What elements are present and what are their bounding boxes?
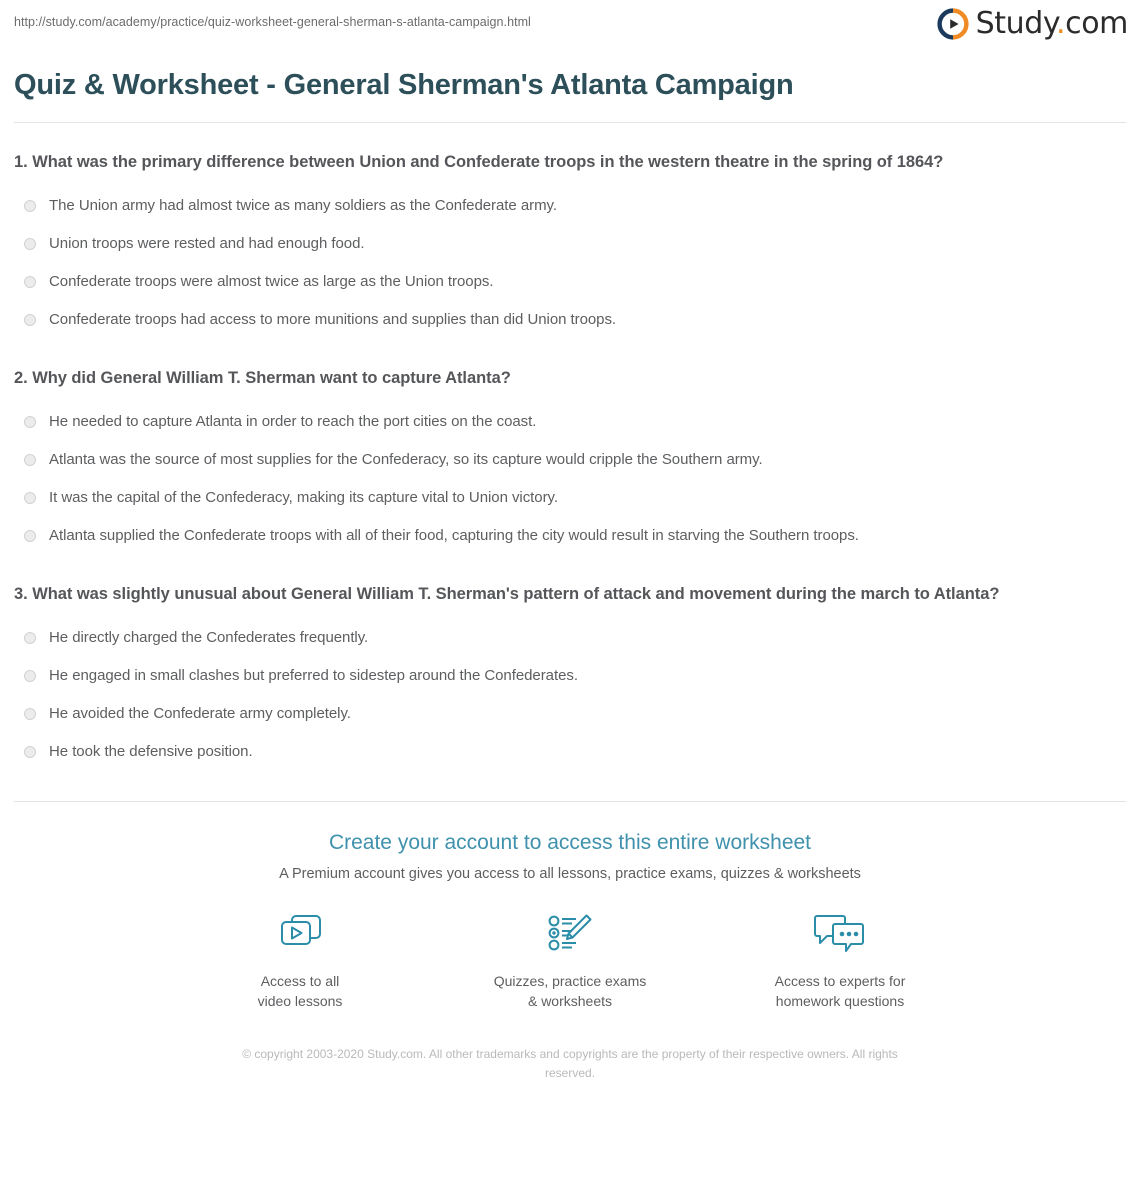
option-label: Atlanta supplied the Confederate troops with all of their food, capturing the city would result in starving the Southern troops.: [49, 527, 859, 544]
radio-button-icon[interactable]: [24, 530, 36, 542]
option-row[interactable]: [14, 619, 1126, 657]
feature-label-line1: Access to experts for: [774, 973, 906, 989]
page-url: http://study.com/academy/practice/quiz-worksheet-general-sherman-s-atlanta-campaign.html: [14, 15, 531, 29]
video-lessons-icon: [215, 906, 385, 962]
option-label: Confederate troops were almost twice as large as the Union troops.: [49, 273, 494, 290]
radio-button-icon[interactable]: [24, 454, 36, 466]
logo-text-study: Study: [975, 6, 1056, 41]
option-row[interactable]: [14, 695, 1126, 733]
options-group: [14, 619, 1126, 771]
option-row[interactable]: [14, 733, 1126, 771]
logo-text-com: com: [1065, 6, 1128, 41]
option-label: He needed to capture Atlanta in order to reach the port cities on the coast.: [49, 413, 537, 430]
options-group: [14, 187, 1126, 339]
logo-text-dot: .: [1055, 6, 1066, 41]
option-label: Union troops were rested and had enough food.: [49, 235, 365, 252]
option-label: It was the capital of the Confederacy, making its capture vital to Union victory.: [49, 489, 558, 506]
question-text: 2. Why did General William T. Sherman want to capture Atlanta?: [14, 369, 511, 387]
option-row[interactable]: [14, 187, 1126, 225]
chat-bubbles-icon: [755, 906, 925, 962]
radio-button-icon[interactable]: [24, 276, 36, 288]
cta-section: [0, 802, 1140, 1011]
questions-list: [0, 149, 1140, 771]
question-block: [14, 365, 1126, 555]
page-title: Quiz & Worksheet - General Sherman's Atlanta Campaign: [14, 69, 794, 101]
option-row[interactable]: [14, 479, 1126, 517]
feature-label-line1: Access to all: [260, 973, 340, 989]
radio-button-icon[interactable]: [24, 416, 36, 428]
option-label: The Union army had almost twice as many soldiers as the Confederate army.: [49, 197, 557, 214]
feature-label-line2: homework questions: [775, 993, 905, 1009]
feature-list: [0, 906, 1140, 1011]
option-label: He engaged in small clashes but preferred to sidestep around the Confederates.: [49, 667, 578, 684]
radio-button-icon[interactable]: [24, 746, 36, 758]
option-row[interactable]: [14, 225, 1126, 263]
feature-label: [755, 971, 925, 1011]
page-header: [0, 0, 1140, 58]
question-text: 1. What was the primary difference between Union and Confederate troops in the western theatre in the spring of 1864?: [14, 153, 944, 171]
question-block: [14, 149, 1126, 339]
logo-wordmark: [976, 8, 1128, 40]
options-group: [14, 403, 1126, 555]
title-divider: [14, 122, 1126, 123]
study-com-logo[interactable]: [937, 8, 1128, 40]
radio-button-icon[interactable]: [24, 632, 36, 644]
question-text: 3. What was slightly unusual about General William T. Sherman's pattern of attack and movement during the march to Atlanta?: [14, 585, 1000, 603]
feature-label-line2: & worksheets: [527, 993, 613, 1009]
feature-item-experts: [755, 906, 925, 1011]
option-label: He took the defensive position.: [49, 743, 253, 760]
option-row[interactable]: [14, 441, 1126, 479]
option-row[interactable]: [14, 301, 1126, 339]
radio-button-icon[interactable]: [24, 492, 36, 504]
option-label: He directly charged the Confederates frequently.: [49, 629, 369, 646]
option-label: Atlanta was the source of most supplies for the Confederacy, so its capture would cripple the Southern army.: [49, 451, 763, 468]
copyright-notice: © copyright 2003-2020 Study.com. All other trademarks and copyrights are the property of their respective owners. All rights reserved.: [242, 1047, 898, 1080]
feature-item-quizzes: [485, 906, 655, 1011]
radio-button-icon[interactable]: [24, 314, 36, 326]
quiz-pencil-icon: [485, 906, 655, 962]
option-row[interactable]: [14, 517, 1126, 555]
cta-heading-link[interactable]: Create your account to access this entire worksheet: [328, 831, 812, 854]
option-label: Confederate troops had access to more munitions and supplies than did Union troops.: [49, 311, 617, 328]
feature-label: [485, 971, 655, 1011]
option-label: He avoided the Confederate army completely.: [49, 705, 351, 722]
radio-button-icon[interactable]: [24, 200, 36, 212]
play-circle-icon: [937, 8, 969, 40]
option-row[interactable]: [14, 657, 1126, 695]
feature-label-line1: Quizzes, practice exams: [493, 973, 647, 989]
cta-subheading: A Premium account gives you access to all lessons, practice exams, quizzes & worksheets: [279, 866, 861, 882]
radio-button-icon[interactable]: [24, 708, 36, 720]
radio-button-icon[interactable]: [24, 670, 36, 682]
option-row[interactable]: [14, 403, 1126, 441]
feature-label: [215, 971, 385, 1011]
option-row[interactable]: [14, 263, 1126, 301]
radio-button-icon[interactable]: [24, 238, 36, 250]
question-block: [14, 581, 1126, 771]
feature-item-video-lessons: [215, 906, 385, 1011]
feature-label-line2: video lessons: [257, 993, 343, 1009]
